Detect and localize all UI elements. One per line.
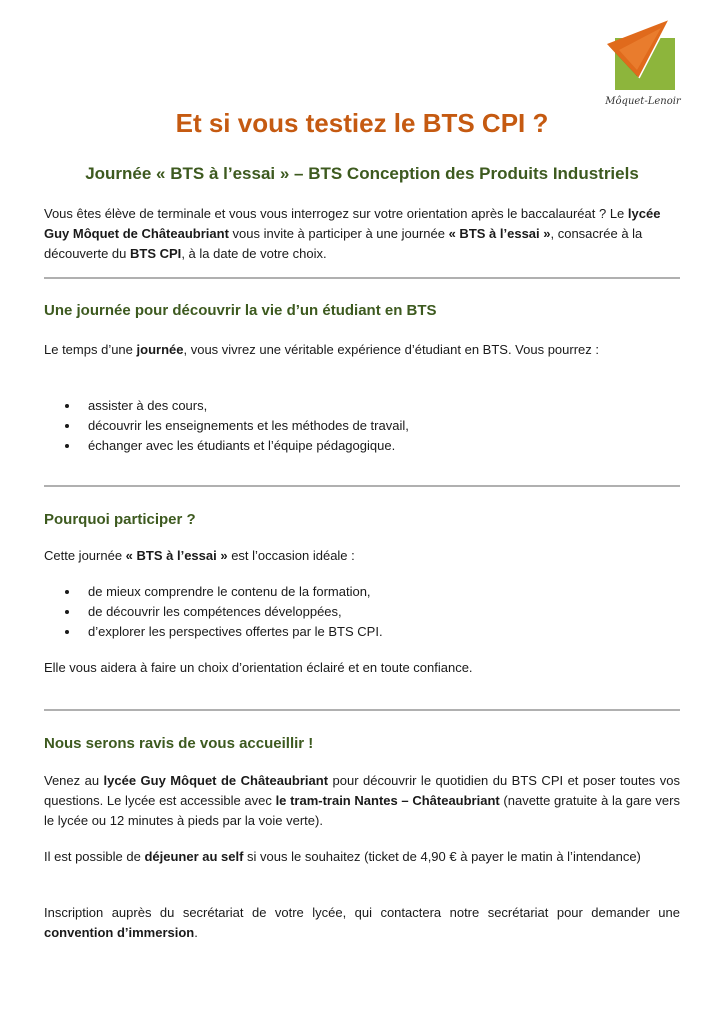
page-subtitle: Journée « BTS à l’essai » – BTS Conception des Produits Industriels: [85, 164, 639, 183]
section-heading-why: Pourquoi participer ?: [44, 511, 196, 528]
list-item: de découvrir les compétences développées,: [44, 602, 680, 622]
section-why-closing: Elle vous aidera à faire un choix d’orientation éclairé et en toute confiance.: [44, 660, 473, 675]
registration-paragraph: Inscription auprès du secrétariat de votre lycée, qui contactera notre secrétariat pour demander une convention d’immersion.: [44, 905, 680, 940]
welcome-paragraph: Venez au lycée Guy Môquet de Châteaubriant pour découvrir le quotidien du BTS CPI et poser toutes vos questions. Le lycée est accessible avec le tram-train Nantes – Châteaubriant (navette gratuite à la gare vers le lycée ou 12 minutes à pieds par la voie verte).: [44, 773, 680, 828]
discover-list: [44, 396, 680, 456]
school-logo-icon: [603, 20, 683, 96]
lunch-paragraph: Il est possible de déjeuner au self si vous le souhaitez (ticket de 4,90 € à payer le matin à l’intendance): [44, 849, 641, 864]
section-heading-discover: Une journée pour découvrir la vie d’un étudiant en BTS: [44, 302, 437, 319]
intro-paragraph: Vous êtes élève de terminale et vous vous interrogez sur votre orientation après le baccalauréat ? Le lycée Guy Môquet de Châteaubriant vous invite à participer à une journée « BTS à l’essai », consacrée à la découverte du BTS CPI, à la date de votre choix.: [44, 206, 661, 261]
why-list: [44, 582, 680, 642]
list-item: de mieux comprendre le contenu de la formation,: [44, 582, 680, 602]
logo-name: Môquet-Lenoir: [605, 96, 681, 107]
list-item: d’explorer les perspectives offertes par le BTS CPI.: [44, 622, 680, 642]
divider: [44, 709, 680, 711]
school-logo: [603, 20, 683, 115]
section-heading-welcome: Nous serons ravis de vous accueillir !: [44, 735, 314, 752]
section-why-paragraph: Cette journée « BTS à l’essai » est l’occasion idéale :: [44, 548, 355, 563]
divider: [44, 485, 680, 487]
list-item: échanger avec les étudiants et l’équipe pédagogique.: [44, 436, 680, 456]
page-title: Et si vous testiez le BTS CPI ?: [175, 108, 549, 138]
divider: [44, 277, 680, 279]
list-item: assister à des cours,: [44, 396, 680, 416]
section-discover-paragraph: Le temps d’une journée, vous vivrez une véritable expérience d’étudiant en BTS. Vous pourrez :: [44, 342, 599, 357]
list-item: découvrir les enseignements et les méthodes de travail,: [44, 416, 680, 436]
